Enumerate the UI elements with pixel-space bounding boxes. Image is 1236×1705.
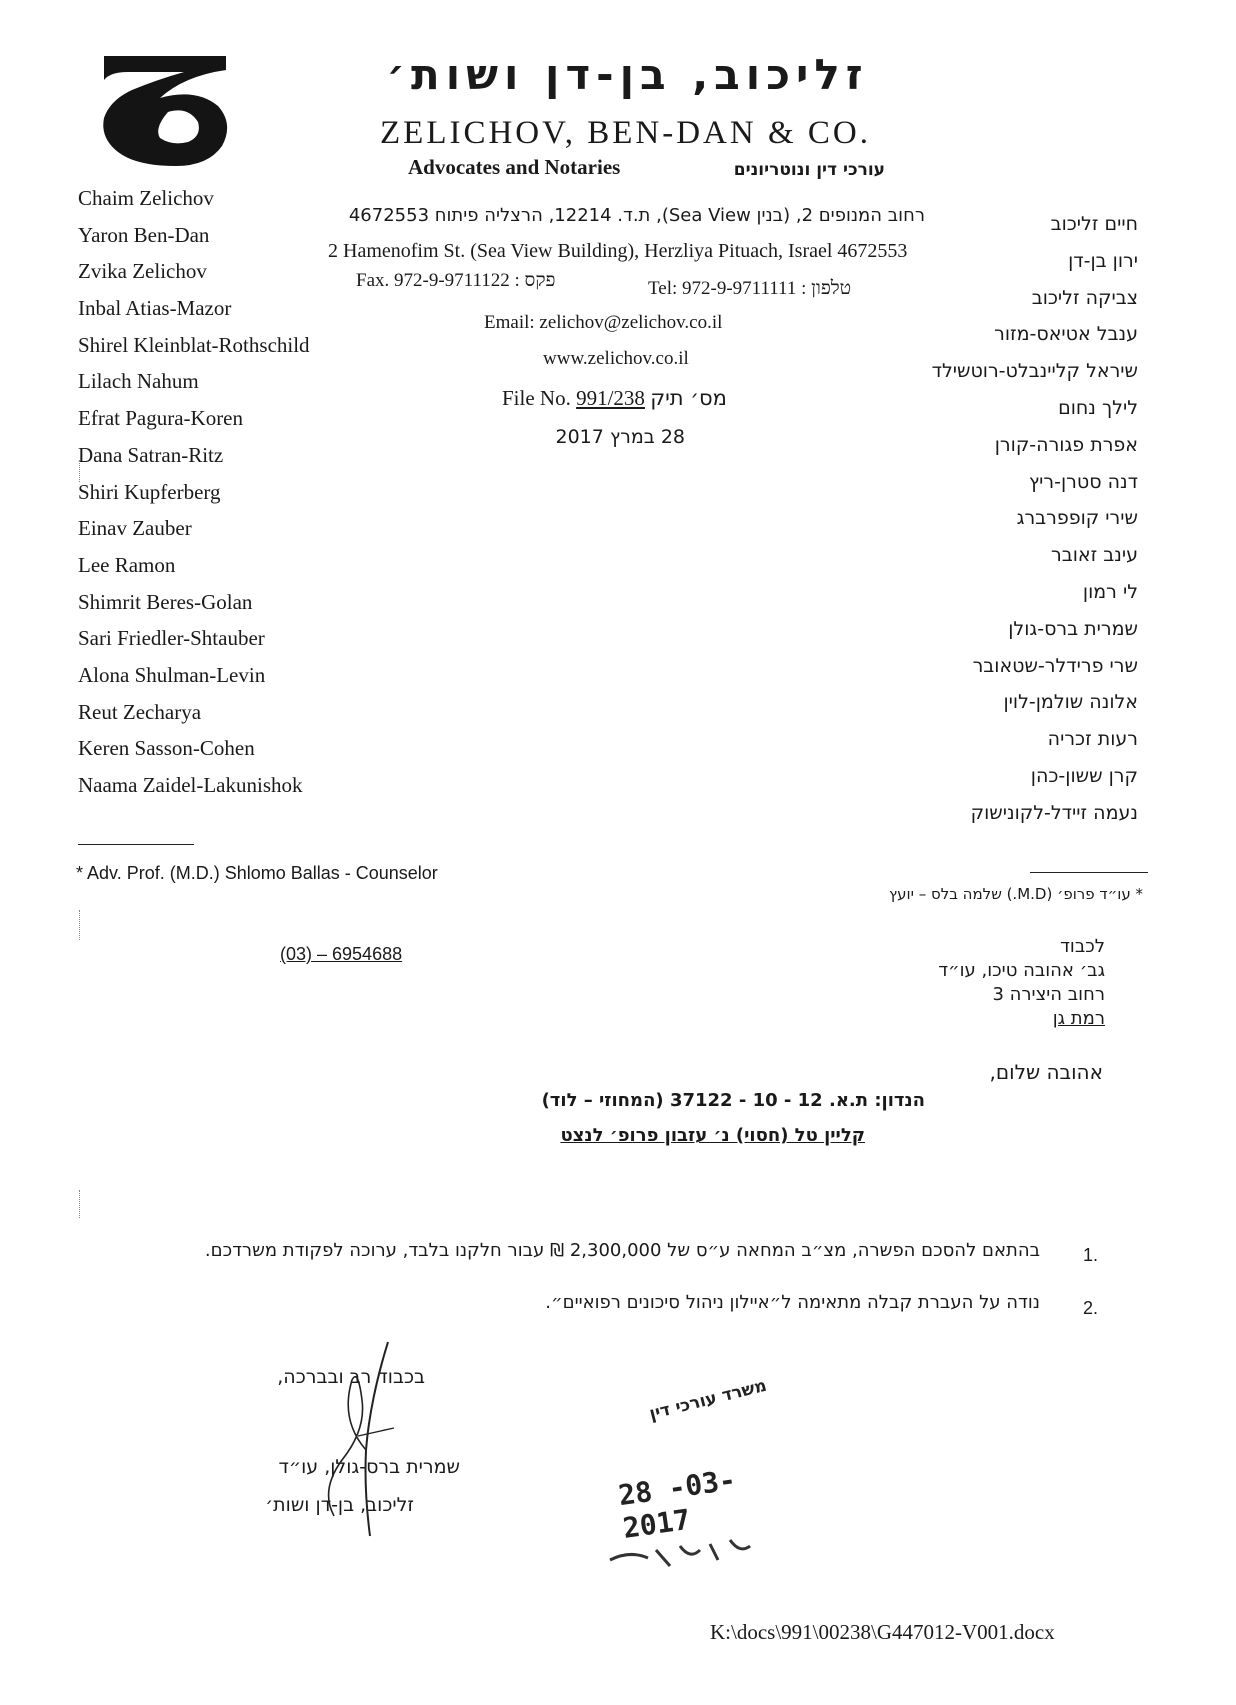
scan-mark (79, 460, 80, 482)
item-2-number: 2. (1083, 1298, 1099, 1318)
file-number-line (502, 386, 727, 411)
partners-english-list (78, 186, 398, 810)
website: www.zelichov.co.il (543, 348, 689, 369)
file-label-hebrew: מס׳ תיק (650, 386, 727, 410)
recipient-salutation: לכבוד (1060, 936, 1105, 957)
signer-firm: זליכוב, בן-דן ושות׳ (265, 1494, 414, 1516)
firm-name-english: ZELICHOV, BEN-DAN & CO. (380, 115, 871, 151)
partners-hebrew-list (900, 213, 1138, 839)
scan-mark (79, 910, 80, 940)
partner-name: Lilach Nahum (78, 369, 199, 394)
partner-name: אלונה שולמן-לוין (1003, 691, 1138, 714)
subject-case: קליין טל (חסוי) נ׳ עזבון פרופ׳ לנצט (560, 1125, 865, 1146)
partner-name: שמרית ברס-גולן (1008, 617, 1138, 640)
partner-name: אפרת פגורה-קורן (994, 433, 1138, 456)
item-1-text: בהתאם להסכם הפשרה, מצ״ב המחאה ע״ס של 2,300,000 ₪ עבור חלקנו בלבד, ערוכה לפקודת משרדכם. (204, 1240, 1040, 1261)
address-english: 2 Hamenofim St. (Sea View Building), Herzliya Pituach, Israel 4672553 (328, 240, 908, 262)
scan-mark (79, 1190, 80, 1218)
partner-name: לי רמון (1082, 580, 1138, 603)
item-2-text: נודה על העברת קבלה מתאימה ל״איילון ניהול סיכונים רפואיים״. (545, 1292, 1040, 1313)
recipient-block (830, 936, 1105, 1032)
partner-name: שירי קופפרברג (1016, 507, 1138, 530)
counselor-english: * Adv. Prof. (M.D.) Shlomo Ballas - Counselor (76, 863, 438, 883)
firm-name-hebrew: זליכוב, בן-דן ושות׳ (386, 50, 869, 99)
partner-name: Naama Zaidel-Lakunishok (78, 773, 303, 797)
partner-name: Keren Sasson-Cohen (78, 736, 255, 761)
subtitle-hebrew: עורכי דין ונוטריונים (733, 160, 885, 180)
signer-name: שמרית ברס-גולן, עו״ד (278, 1456, 460, 1478)
file-label-english: File No. (502, 386, 571, 410)
greeting: אהובה שלום, (989, 1060, 1103, 1084)
partner-name: חיים זליכוב (1050, 213, 1138, 235)
firm-logo (98, 50, 238, 170)
recipient-city: רמת גן (1052, 1008, 1105, 1029)
recipient-name: גב׳ אהובה טיכו, עו״ד (938, 960, 1105, 981)
email-address: Email: zelichov@zelichov.co.il (484, 312, 723, 333)
partner-name: Lee Ramon (78, 552, 176, 577)
partner-name: Reut Zecharya (78, 699, 202, 724)
tel-number: Tel: 972-9-9711111 : טלפון (648, 278, 852, 299)
fax-number: Fax. 972-9-9711122 : פקס (356, 270, 556, 291)
handwritten-signature (300, 1340, 420, 1540)
partner-name: Alona Shulman-Levin (78, 662, 266, 687)
partner-name: צביקה זליכוב (1031, 286, 1138, 309)
partner-name: ירון בן-דן (1068, 249, 1138, 272)
subject-line: הנדון: ת.א. 12 - 10 - 37122 (המחוזי – לוד) (541, 1090, 925, 1111)
partner-name: Shirel Kleinblat-Rothschild (78, 332, 310, 357)
stamp-scribble (600, 1520, 790, 1580)
partner-name: Einav Zauber (78, 516, 192, 541)
document-file-path: K:\docs\991\00238\G447012-V001.docx (710, 1620, 1055, 1644)
partner-name: Dana Satran-Ritz (78, 442, 224, 467)
stamp-date: 28 -03- 2017 (616, 1463, 738, 1545)
partner-name: רעות זכריה (1047, 728, 1138, 751)
partner-name: דנה סטרן-ריץ (1028, 470, 1138, 493)
subtitle-english: Advocates and Notaries (408, 155, 621, 179)
partner-name: ענבל אטיאס-מזור (994, 323, 1138, 346)
partner-name: Sari Friedler-Shtauber (78, 626, 265, 651)
partner-name: שרי פרידלר-שטאובר (972, 654, 1138, 677)
received-stamp (600, 1375, 810, 1590)
divider-right (1030, 872, 1148, 873)
partner-name: שיראל קליינבלט-רוטשילד (931, 360, 1138, 383)
partner-name: קרן ששון-כהן (1030, 764, 1138, 787)
divider-left (78, 844, 194, 845)
partner-name: לילך נחום (1058, 396, 1138, 419)
file-number: 991/238 (576, 386, 645, 410)
partner-name: Efrat Pagura-Koren (78, 406, 244, 431)
item-1-number: 1. (1083, 1245, 1099, 1265)
letter-date: 28 במרץ 2017 (555, 426, 685, 448)
partner-name: Shiri Kupferberg (78, 479, 221, 504)
partner-name: Inbal Atias-Mazor (78, 296, 232, 321)
partner-name: Shimrit Beres-Golan (78, 589, 253, 614)
partner-name: עינב זאובר (1051, 544, 1138, 567)
partner-name: Yaron Ben-Dan (78, 222, 210, 247)
closing: בכבוד רב ובברכה, (277, 1366, 425, 1388)
partner-name: נעמה זיידל-לקונישוק (970, 801, 1138, 824)
address-hebrew: רחוב המנופים 2, (בנין Sea View), ת.ד. 12214, הרצליה פיתוח 4672553 (348, 205, 925, 226)
recipient-phone: (03) – 6954688 (280, 944, 403, 964)
recipient-street: רחוב היצירה 3 (992, 984, 1105, 1005)
stamp-title: משרד עורכי דין (647, 1375, 769, 1425)
counselor-hebrew: * עו״ד פרופ׳ (M.D.) שלמה בלס – יועץ (889, 885, 1143, 903)
partner-name: Chaim Zelichov (78, 186, 214, 210)
partner-name: Zvika Zelichov (78, 259, 207, 284)
